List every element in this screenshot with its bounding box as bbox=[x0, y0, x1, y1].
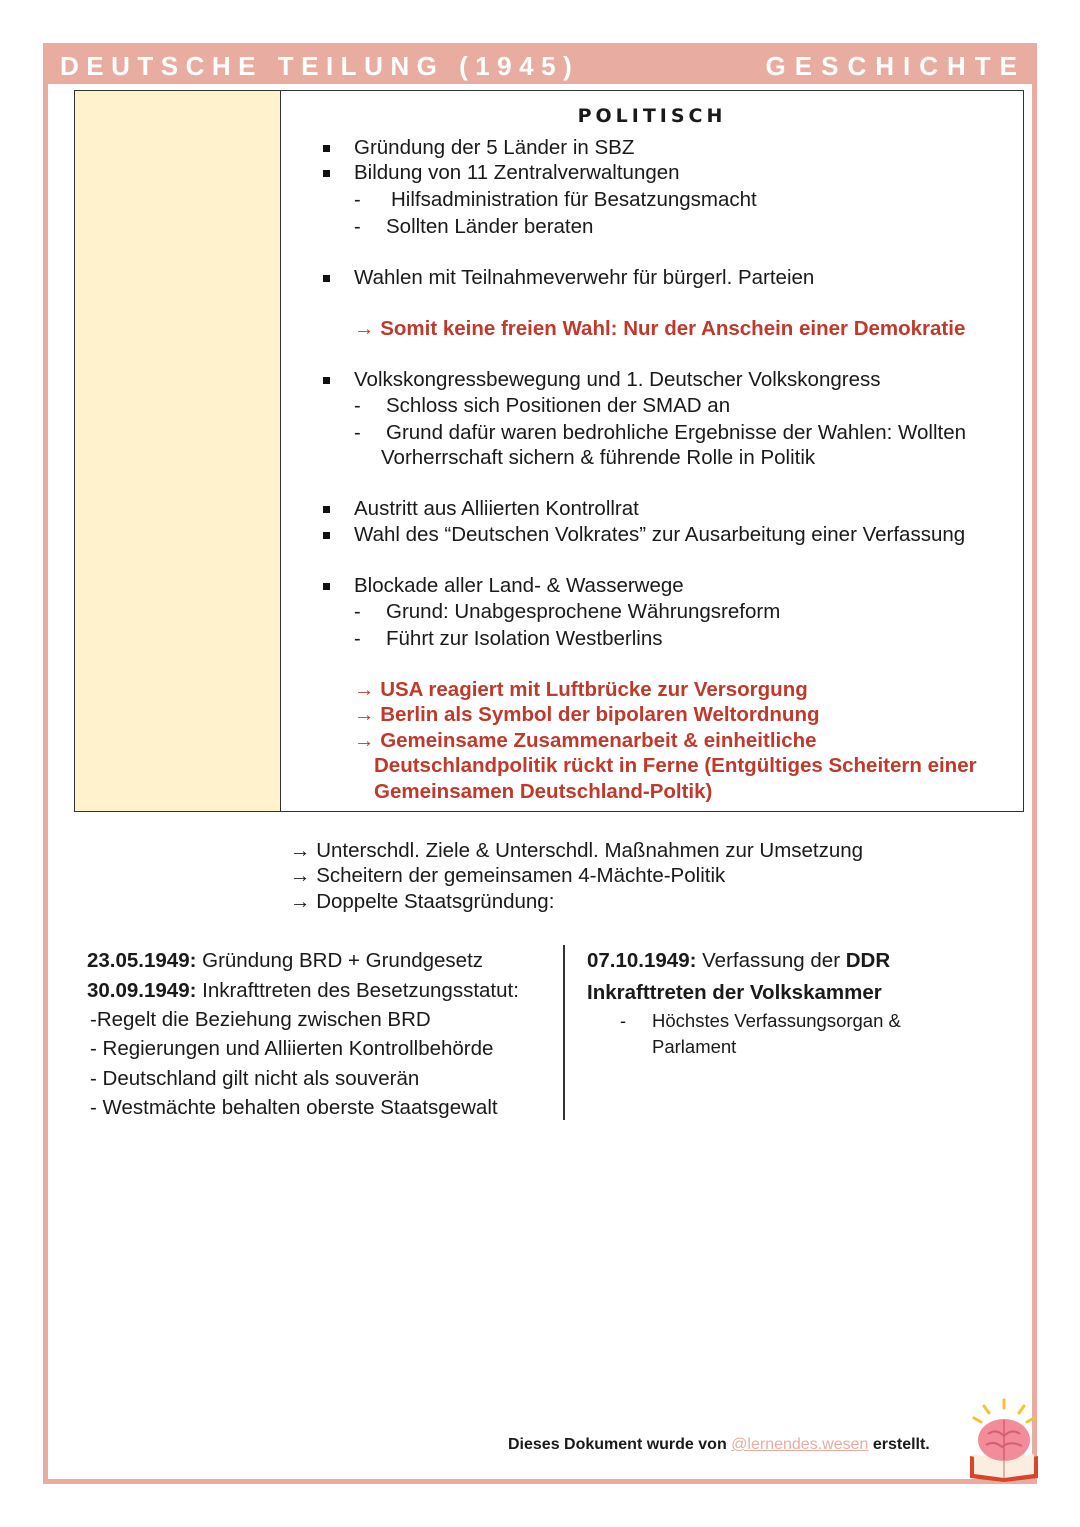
list-item: Wahl des “Deutschen Volkrates” zur Ausarbeitung einer Verfassung bbox=[354, 523, 966, 546]
statute-date: 30.09.1949: bbox=[87, 979, 197, 1002]
ddr-constitution-line bbox=[587, 948, 890, 974]
list-item: Blockade aller Land- & Wasserwege bbox=[354, 574, 684, 597]
summary-line: → Scheitern der gemeinsamen 4-Mächte-Politik bbox=[290, 864, 726, 887]
statute-text: Inkrafttreten des Besetzungsstatut: bbox=[196, 979, 519, 1002]
brain-book-logo-icon bbox=[964, 1398, 1044, 1482]
footer-suffix: erstellt. bbox=[868, 1436, 930, 1453]
subject-label: GESCHICHTE bbox=[765, 51, 1026, 81]
list-item: Grund: Unabgesprochene Währungsreform bbox=[386, 600, 781, 623]
conclusion-note: → Berlin als Symbol der bipolaren Weltordnung bbox=[354, 703, 820, 726]
bullet-square-icon bbox=[323, 583, 330, 590]
brd-item: - Westmächte behalten oberste Staatsgewalt bbox=[90, 1096, 498, 1119]
list-item-continuation: Vorherrschaft sichern & führende Rolle in Politik bbox=[381, 446, 816, 469]
table-left-column bbox=[75, 91, 281, 811]
dash-icon: - bbox=[354, 189, 361, 211]
table-right-column bbox=[281, 91, 1023, 811]
list-item: Austritt aus Alliierten Kontrollrat bbox=[354, 497, 639, 520]
dash-icon: - bbox=[620, 1011, 626, 1031]
brd-date: 23.05.1949: bbox=[87, 949, 197, 972]
conclusion-note: → USA reagiert mit Luftbrücke zur Versorgung bbox=[354, 678, 808, 701]
list-item: Hilfsadministration für Besatzungsmacht bbox=[391, 188, 757, 211]
brd-statute-line bbox=[87, 978, 519, 1004]
ddr-item-continuation: Parlament bbox=[652, 1036, 737, 1057]
brd-text: Gründung BRD + Grundgesetz bbox=[196, 949, 484, 972]
brd-item: - Regierungen und Alliierten Kontrollbehörde bbox=[90, 1037, 494, 1060]
bullet-square-icon bbox=[323, 532, 330, 539]
list-item: Führt zur Isolation Westberlins bbox=[386, 627, 663, 650]
brd-item: - Deutschland gilt nicht als souverän bbox=[90, 1067, 420, 1090]
footer-prefix: Dieses Dokument wurde von bbox=[508, 1436, 732, 1453]
document-title: DEUTSCHE TEILUNG (1945) bbox=[60, 51, 580, 81]
summary-line: → Doppelte Staatsgründung: bbox=[290, 890, 555, 913]
list-item: Grund dafür waren bedrohliche Ergebnisse der Wahlen: Wollten bbox=[386, 421, 967, 444]
bullet-square-icon bbox=[323, 506, 330, 513]
bullet-square-icon bbox=[323, 145, 330, 152]
dash-icon: - bbox=[354, 395, 361, 417]
ddr-abbrev: DDR bbox=[845, 949, 891, 972]
header-bar bbox=[48, 48, 1032, 84]
ddr-text: Verfassung der bbox=[696, 949, 846, 972]
list-item: Wahlen mit Teilnahmeverwehr für bürgerl. Parteien bbox=[354, 266, 815, 289]
brd-founding-line bbox=[87, 948, 483, 974]
dash-icon: - bbox=[354, 601, 361, 623]
content-table bbox=[74, 90, 1024, 812]
conclusion-note: → Gemeinsame Zusammenarbeit & einheitliche bbox=[354, 729, 817, 752]
conclusion-note: → Somit keine freien Wahl: Nur der Anschein einer Demokratie bbox=[354, 317, 966, 340]
dash-icon: - bbox=[354, 422, 361, 444]
conclusion-note-continuation: Deutschlandpolitik rückt in Ferne (Entgültiges Scheitern einer bbox=[374, 754, 977, 777]
footer-credit bbox=[508, 1436, 930, 1454]
ddr-date: 07.10.1949: bbox=[587, 949, 697, 972]
list-item: Bildung von 11 Zentralverwaltungen bbox=[354, 161, 680, 184]
list-item: Schloss sich Positionen der SMAD an bbox=[386, 394, 731, 417]
section-heading: POLITISCH bbox=[577, 105, 727, 127]
bullet-square-icon bbox=[323, 377, 330, 384]
column-divider bbox=[563, 945, 565, 1120]
list-item: Volkskongressbewegung und 1. Deutscher Volkskongress bbox=[354, 368, 881, 391]
brd-item: -Regelt die Beziehung zwischen BRD bbox=[90, 1008, 431, 1031]
ddr-item: Höchstes Verfassungsorgan & bbox=[652, 1010, 901, 1031]
list-item: Sollten Länder beraten bbox=[386, 215, 594, 238]
list-item: Gründung der 5 Länder in SBZ bbox=[354, 136, 635, 159]
bullet-square-icon bbox=[323, 275, 330, 282]
ddr-volkskammer-line: Inkrafttreten der Volkskammer bbox=[587, 981, 882, 1004]
bullet-square-icon bbox=[323, 170, 330, 177]
conclusion-note-continuation: Gemeinsamen Deutschland-Poltik) bbox=[374, 780, 713, 803]
dash-icon: - bbox=[354, 216, 361, 238]
summary-line: → Unterschdl. Ziele & Unterschdl. Maßnahmen zur Umsetzung bbox=[290, 839, 864, 862]
author-link[interactable]: @lernendes.wesen bbox=[731, 1436, 869, 1453]
dash-icon: - bbox=[354, 628, 361, 650]
